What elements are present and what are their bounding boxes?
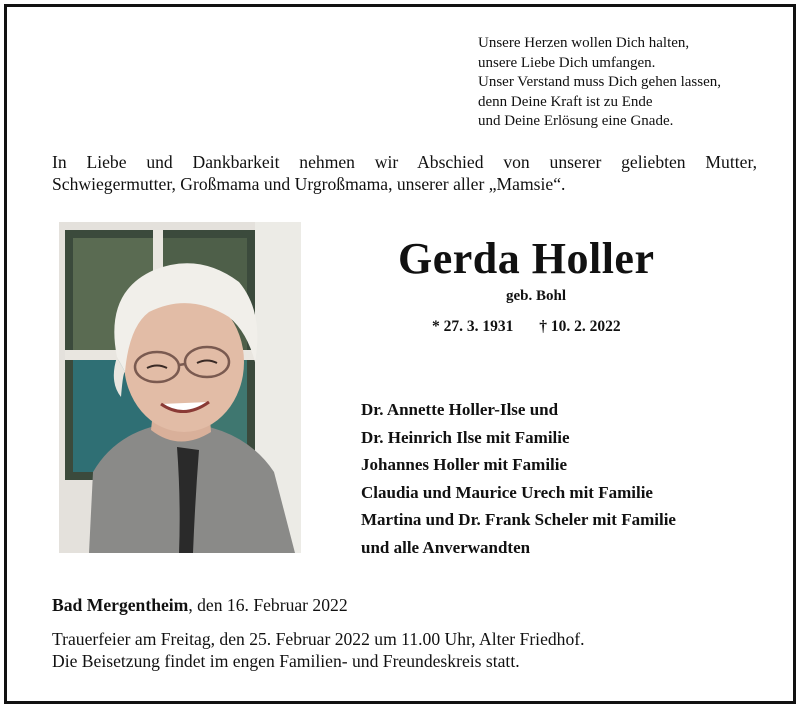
poem-line: Unsere Herzen wollen Dich halten,: [478, 35, 690, 51]
portrait-photo: [59, 222, 301, 553]
mourner-line: Dr. Heinrich Ilse mit Familie: [361, 427, 570, 447]
funeral-line: Die Beisetzung findet im engen Familien- und Freundeskreis statt.: [52, 651, 520, 671]
life-dates: [432, 318, 621, 336]
deceased-name: Gerda Holler: [398, 234, 655, 283]
poem-line: denn Deine Kraft ist zu Ende: [478, 93, 653, 110]
poem-line: Unser Verstand muss Dich gehen lassen,: [478, 74, 722, 90]
place-name: Bad Mergentheim: [52, 595, 189, 615]
mourner-line: Dr. Annette Holler-Ilse und: [361, 400, 559, 419]
poem-line: unsere Liebe Dich umfangen.: [478, 54, 656, 71]
mourners-list: [361, 396, 676, 561]
mourner-line: Martina und Dr. Frank Scheler mit Familie: [361, 510, 676, 529]
death-date: † 10. 2. 2022: [539, 318, 621, 335]
maiden-name: geb. Bohl: [506, 288, 567, 304]
mourner-line: Claudia und Maurice Urech mit Familie: [361, 482, 653, 502]
mourner-line: Johannes Holler mit Familie: [361, 455, 568, 474]
mourner-line: und alle Anverwandten: [361, 537, 531, 557]
funeral-notice: [52, 628, 585, 672]
intro-line: In Liebe und Dankbarkeit nehmen wir Abschied von unserer geliebten Mutter,: [52, 152, 757, 172]
birth-date: * 27. 3. 1931: [432, 318, 514, 335]
issue-date: , den 16. Februar 2022: [188, 595, 348, 615]
memorial-poem: [478, 34, 721, 132]
place-and-date: [52, 595, 348, 616]
poem-line: und Deine Erlösung eine Gnade.: [478, 113, 674, 129]
intro-text: [52, 151, 757, 195]
intro-line: Schwiegermutter, Großmama und Urgroßmama, unserer aller „Mamsie“.: [52, 174, 566, 194]
funeral-line: Trauerfeier am Freitag, den 25. Februar 2022 um 11.00 Uhr, Alter Friedhof.: [52, 629, 585, 649]
